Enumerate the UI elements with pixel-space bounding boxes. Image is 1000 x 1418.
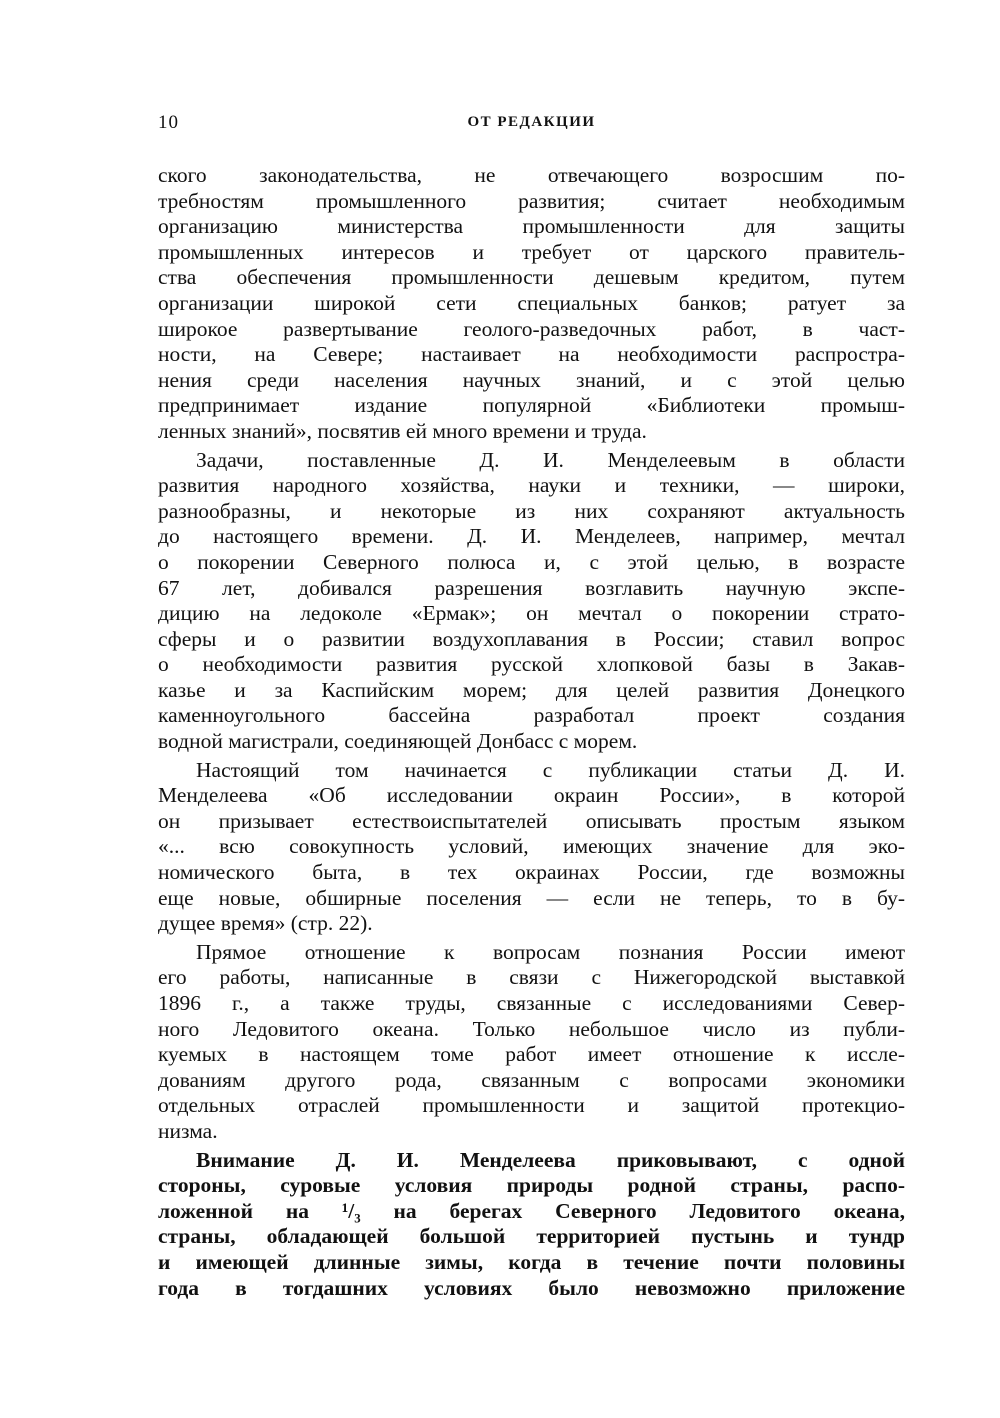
text-line: водной магистрали, соединяющей Донбасс с морем. [158, 729, 638, 754]
text-line: о покорении Северного полюса и, с этой целью, в возрасте [158, 549, 905, 574]
text-line: ложенной на ¹/₃ на берегах Северного Ледовитого океана, [158, 1198, 905, 1223]
text-line: ного Ледовитого океана. Только небольшое число из публи- [158, 1016, 905, 1041]
text-line: до настоящего времени. Д. И. Менделеев, например, мечтал [158, 524, 905, 549]
text-line: отдельных отраслей промышленности и защитой протекцио- [158, 1093, 905, 1118]
text-line: организации широкой сети специальных банков; ратует за [158, 290, 905, 315]
text-line: Задачи, поставленные Д. И. Менделеевым в области [196, 447, 905, 472]
page-body [158, 163, 905, 1301]
text-line: 1896 г., а также труды, связанные с исследованиями Север- [158, 991, 905, 1015]
page-header [158, 112, 905, 142]
text-line: промышленных интересов и требует от царского правитель- [158, 239, 905, 264]
text-line: ского законодательства, не отвечающего возросшим по- [158, 163, 905, 187]
text-line: Менделеева «Об исследовании окраин России», в которой [158, 783, 905, 808]
text-line: и имеющей длинные зимы, когда в течение почти половины [158, 1249, 905, 1274]
text-line: ности, на Севере; настаивает на необходимости распростра- [158, 342, 905, 367]
paragraph-2 [158, 448, 905, 755]
text-line: дованиям другого рода, связанным с вопросами экономики [158, 1067, 905, 1092]
text-line: предпринимает издание популярной «Библиотеки промыш- [158, 393, 905, 418]
text-line: развития народного хозяйства, науки и техники, — широки, [158, 473, 905, 498]
text-line: широкое развертывание геолого-разведочных работ, в част- [158, 316, 905, 341]
text-line: дицию на ледоколе «Ермак»; он мечтал о покорении страто- [158, 601, 905, 626]
paragraph-1 [158, 163, 905, 445]
paragraph-4 [158, 940, 905, 1145]
text-line: о необходимости развития русской хлопковой базы в Закав- [158, 652, 905, 677]
text-line: ства обеспечения промышленности дешевым кредитом, путем [158, 265, 905, 290]
text-line: каменноугольного бассейна разработал проект создания [158, 703, 905, 728]
text-line: куемых в настоящем томе работ имеет отношение к иссле- [158, 1042, 905, 1067]
text-line: его работы, написанные в связи с Нижегородской выставкой [158, 965, 905, 990]
text-line: казье и за Каспийским морем; для целей развития Донецкого [158, 677, 905, 702]
page-number: 10 [158, 112, 179, 133]
text-line: страны, обладающей большой территорией пустынь и тундр [158, 1224, 905, 1249]
running-head: ОТ РЕДАКЦИИ [467, 114, 596, 130]
text-line: года в тогдашних условиях было невозможно приложение [158, 1275, 905, 1300]
paragraph-3 [158, 758, 905, 937]
text-line: он призывает естествоиспытателей описывать простым языком [158, 808, 905, 833]
text-line: номического быта, в тех окраинах России, где возможны [158, 860, 905, 885]
text-line: еще новые, обширные поселения — если не теперь, то в бу- [158, 885, 905, 910]
text-line: стороны, суровые условия природы родной страны, распо- [158, 1173, 905, 1198]
text-line: сферы и о развитии воздухоплавания в России; ставил вопрос [158, 626, 905, 651]
paragraph-5 [158, 1148, 905, 1302]
text-line: 67 лет, добивался разрешения возглавить научную экспе- [158, 575, 905, 600]
text-line: Настоящий том начинается с публикации статьи Д. И. [196, 757, 905, 782]
text-line: требностям промышленного развития; считает необходимым [158, 188, 905, 213]
text-line: «... всю совокупность условий, имеющих значение для эко- [158, 834, 905, 859]
text-line: Внимание Д. И. Менделеева приковывают, с одной [196, 1147, 905, 1172]
text-line: разнообразны, и некоторые из них сохраняют актуальность [158, 498, 905, 523]
text-line: ленных знаний», посвятив ей много времени и труда. [158, 418, 647, 443]
text-line: организацию министерства промышленности для защиты [158, 214, 905, 239]
text-line: Прямое отношение к вопросам познания России имеют [196, 939, 905, 964]
text-line: низма. [158, 1118, 218, 1143]
text-line: дущее время» (стр. 22). [158, 911, 373, 936]
text-line: нения среди населения научных знаний, и с этой целью [158, 367, 905, 392]
